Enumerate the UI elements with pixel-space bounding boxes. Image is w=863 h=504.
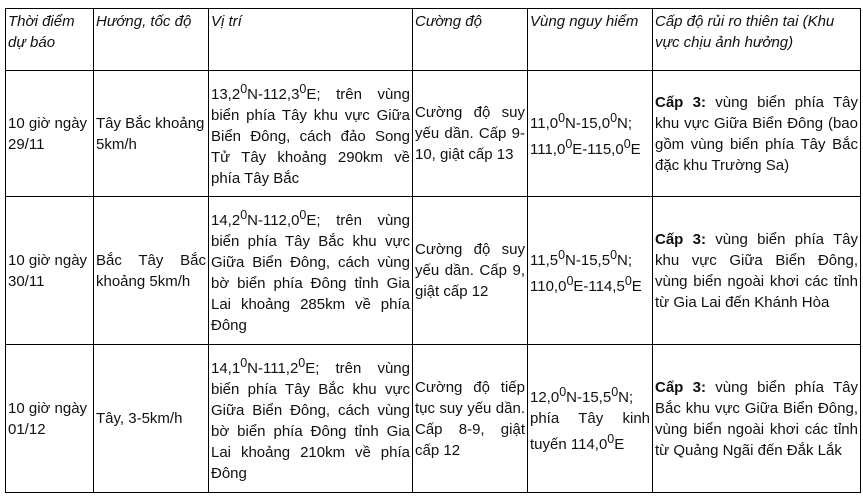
danger-extra: phía Tây kinh tuyến 114,0 <box>530 410 650 453</box>
storm-forecast-table <box>5 8 861 493</box>
cell-risk <box>653 71 861 197</box>
header-time: Thời điểm dự báo <box>6 9 94 71</box>
position-rest: E; trên vùng biển phía Tây Bắc khu vực Giữa Biển Đông, cách vùng bờ biển phía Đông tỉnh Gia Lai khoảng 210km về phía Đông <box>211 360 410 482</box>
table-row <box>6 345 861 493</box>
cell-risk <box>653 345 861 493</box>
cell-direction: Tây Bắc khoảng 5km/h <box>94 71 209 197</box>
table-row <box>6 197 861 345</box>
position-rest: E; trên vùng biển phía Tây Bắc khu vực Giữa Biển Đông, cách vùng bờ biển phía Đông tỉnh Gia Lai khoảng 285km về phía Đông <box>211 212 410 334</box>
cell-time: 10 giờ ngày 01/12 <box>6 345 94 493</box>
danger-lat-a: 11,5 <box>530 251 559 269</box>
risk-area: vùng biển phía Tây Bắc khu vực Giữa Biển Đông, vùng biển ngoài khơi các tỉnh từ Quảng Ngãi đến Đắk Lắk <box>655 378 859 459</box>
danger-lat-b: 15,5 <box>581 389 612 406</box>
risk-level: Cấp 3: <box>655 378 706 396</box>
risk-level: Cấp 3: <box>655 93 706 111</box>
header-risk-level: Cấp độ rủi ro thiên tai (Khu vực chịu ảnh hưởng) <box>653 9 861 71</box>
position-lon: 111,2 <box>262 360 299 377</box>
header-position: Vị trí <box>209 9 413 71</box>
position-rest: E; trên vùng biển phía Tây khu vực Giữa Biển Đông, cách đảo Song Tử Tây khoảng 290km về phía Tây Bắc <box>211 85 410 187</box>
danger-lon-b: 114,5 <box>588 277 625 295</box>
header-intensity: Cường độ <box>413 9 528 71</box>
cell-direction: Tây, 3-5km/h <box>94 345 209 493</box>
cell-position: 14,1$^0$N-111,2$^0$E; trên vùng biển phía Tây Bắc khu vực Giữa Biển Đông, cách vùng bờ biển phía Đông tỉnh Gia Lai khoảng 210km về phía Đông <box>209 345 413 493</box>
cell-direction: Bắc Tây Bắc khoảng 5km/h <box>94 197 209 345</box>
header-danger-zone: Vùng nguy hiểm <box>528 9 653 71</box>
table-row <box>6 71 861 197</box>
cell-intensity: Cường độ suy yếu dần. Cấp 9, giật cấp 12 <box>413 197 528 345</box>
cell-danger-zone: 12,0$^0$N-15,5$^0$N; phía Tây kinh tuyến 114,0$^0$E <box>528 345 653 493</box>
cell-time: 10 giờ ngày 30/11 <box>6 197 94 345</box>
risk-area: vùng biển phía Tây khu vực Giữa Biển Đông (bao gồm vùng biển phía Tây Bắc đặc khu Trường Sa) <box>655 93 859 174</box>
cell-position: 14,2$^0$N-112,0$^0$E; trên vùng biển phía Tây Bắc khu vực Giữa Biển Đông, cách vùng bờ biển phía Đông tỉnh Gia Lai khoảng 285km về phía Đông <box>209 197 413 345</box>
cell-danger-zone: 11,5$^0$N-15,5$^0$N; 110,0$^0$E-114,5$^0$E <box>528 197 653 345</box>
danger-lon-a: 111,0 <box>530 140 566 158</box>
danger-lat-b: 15,0 <box>580 114 611 132</box>
danger-lat-a: 11,0 <box>530 114 559 132</box>
cell-danger-zone: 11,0$^0$N-15,0$^0$N; 111,0$^0$E-115,0$^0$E <box>528 71 653 197</box>
cell-intensity: Cường độ suy yếu dần. Cấp 9-10, giật cấp 13 <box>413 71 528 197</box>
cell-time: 10 giờ ngày 29/11 <box>6 71 94 197</box>
danger-lat-b: 15,5 <box>580 251 611 269</box>
danger-lon-b: 115,0 <box>587 140 624 158</box>
header-row <box>6 9 861 71</box>
risk-area: vùng biển phía Tây khu vực Giữa Biển Đông, vùng biển ngoài khơi các tỉnh từ Gia Lai đến Khánh Hòa <box>655 230 859 311</box>
position-lon: 112,3 <box>262 85 300 103</box>
cell-position: 13,2$^0$N-112,3$^0$E; trên vùng biển phía Tây khu vực Giữa Biển Đông, cách đảo Song Tử Tây khoảng 290km về phía Tây Bắc <box>209 71 413 197</box>
position-lat: 13,2 <box>211 85 241 103</box>
risk-level: Cấp 3: <box>655 230 706 248</box>
position-lat: 14,1 <box>211 360 241 377</box>
danger-lon-a: 110,0 <box>530 277 567 295</box>
danger-lat-a: 12,0 <box>530 389 560 406</box>
cell-intensity: Cường độ tiếp tục suy yếu dần. Cấp 8-9, giật cấp 12 <box>413 345 528 493</box>
cell-risk <box>653 197 861 345</box>
header-direction: Hướng, tốc độ <box>94 9 209 71</box>
position-lat: 14,2 <box>211 212 241 229</box>
position-lon: 112,0 <box>262 212 300 229</box>
